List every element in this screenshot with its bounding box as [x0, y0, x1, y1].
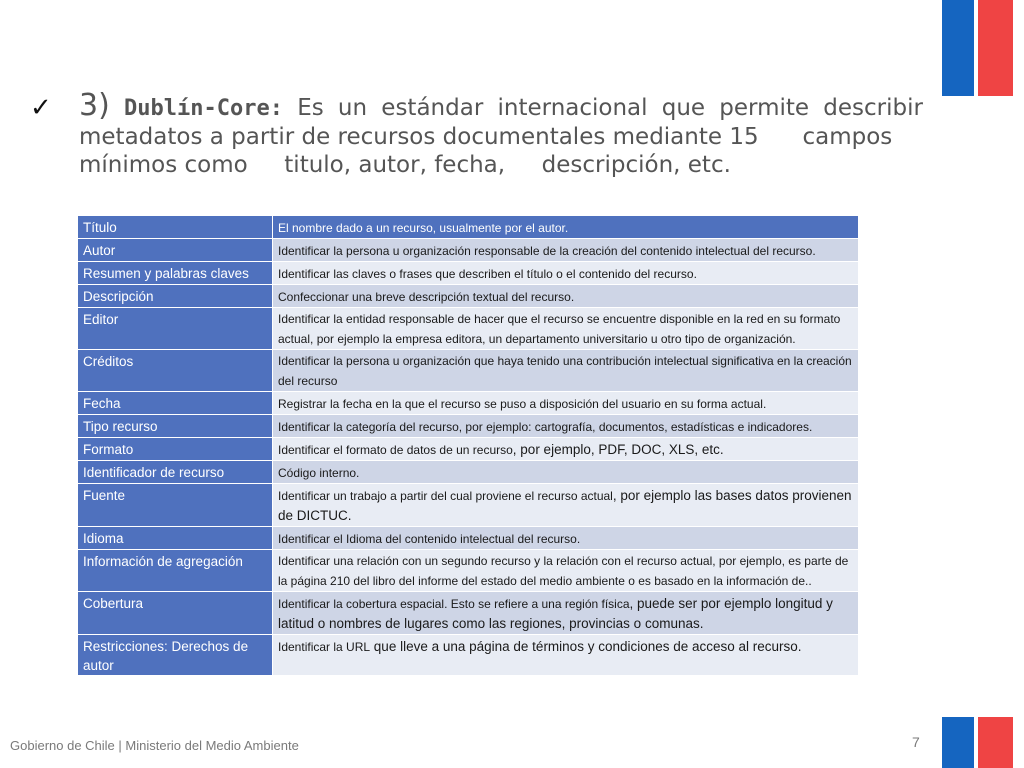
- field-description: Identificar el formato de datos de un recurso, por ejemplo, PDF, DOC, XLS, etc.: [273, 438, 859, 461]
- table-row: [78, 461, 859, 484]
- field-description: Identificar una relación con un segundo recurso y la relación con el recurso actual, por ejemplo, es parte de la página 210 del libro del informe del estado del medio ambiente o es basado en la información de..: [273, 550, 859, 592]
- flag-blue-band: [942, 717, 974, 768]
- table-row: [78, 415, 859, 438]
- heading-term: Dublín-Core:: [124, 96, 283, 121]
- field-name: Créditos: [78, 350, 273, 392]
- heading-word: Es: [297, 95, 324, 121]
- field-name: Cobertura: [78, 592, 273, 635]
- table-row: [78, 239, 859, 262]
- check-icon: ✓: [30, 93, 52, 123]
- field-name: Autor: [78, 239, 273, 262]
- field-name: Descripción: [78, 285, 273, 308]
- dublin-core-table: [77, 215, 859, 676]
- field-description: Confeccionar una breve descripción textual del recurso.: [273, 285, 859, 308]
- heading-word: un: [337, 95, 368, 121]
- table-row: [78, 216, 859, 239]
- field-description: Identificar la persona u organización que haya tenido una contribución intelectual significativa en la creación del recurso: [273, 350, 859, 392]
- field-name: Información de agregación: [78, 550, 273, 592]
- flag-decoration-bottom: [942, 717, 1013, 768]
- heading-line-2: metadatos a partir de recursos documentales mediante 15 campos: [79, 124, 893, 150]
- table-row: [78, 484, 859, 527]
- heading-word: internacional: [497, 95, 648, 121]
- flag-red-band: [978, 0, 1013, 96]
- field-description: Identificar las claves o frases que describen el título o el contenido del recurso.: [273, 262, 859, 285]
- field-description: Registrar la fecha en la que el recurso se puso a disposición del usuario en su forma actual.: [273, 392, 859, 415]
- field-description: Identificar la persona u organización responsable de la creación del contenido intelectual del recurso.: [273, 239, 859, 262]
- table-row: [78, 308, 859, 350]
- field-name: Identificador de recurso: [78, 461, 273, 484]
- field-description: El nombre dado a un recurso, usualmente por el autor.: [273, 216, 859, 239]
- field-description: Identificar un trabajo a partir del cual proviene el recurso actual, por ejemplo las bases datos provienen de DICTUC.: [273, 484, 859, 527]
- flag-red-band: [978, 717, 1013, 768]
- table-row: [78, 592, 859, 635]
- slide-heading: [30, 88, 923, 179]
- table-row: [78, 527, 859, 550]
- table-row: [78, 350, 859, 392]
- field-description: Identificar la cobertura espacial. Esto se refiere a una región física, puede ser por ejemplo longitud y latitud o nombres de lugares como las regiones, provincias o comunas.: [273, 592, 859, 635]
- field-name: Formato: [78, 438, 273, 461]
- table-row: [78, 262, 859, 285]
- field-description: Identificar la entidad responsable de hacer que el recurso se encuentre disponible en la red en su formato actual, por ejemplo la empresa editora, un departamento universitario u otro tipo de organización.: [273, 308, 859, 350]
- heading-number: 3): [79, 88, 110, 123]
- table-row: [78, 550, 859, 592]
- field-name: Restricciones: Derechos de autor: [78, 635, 273, 676]
- field-name: Fuente: [78, 484, 273, 527]
- heading-line-3: mínimos como titulo, autor, fecha, descripción, etc.: [79, 152, 731, 178]
- flag-decoration-top: [942, 0, 1013, 96]
- field-description: Identificar la URL que lleve a una página de términos y condiciones de acceso al recurso.: [273, 635, 859, 676]
- table-row: [78, 285, 859, 308]
- field-description: Identificar la categoría del recurso, por ejemplo: cartografía, documentos, estadísticas e indicadores.: [273, 415, 859, 438]
- field-name: Idioma: [78, 527, 273, 550]
- field-name: Título: [78, 216, 273, 239]
- field-name: Resumen y palabras claves: [78, 262, 273, 285]
- footer-text: Gobierno de Chile | Ministerio del Medio Ambiente: [10, 738, 299, 753]
- field-name: Fecha: [78, 392, 273, 415]
- heading-line-1: [79, 88, 923, 123]
- field-name: Tipo recurso: [78, 415, 273, 438]
- table-row: [78, 438, 859, 461]
- heading-word: describir: [823, 95, 923, 121]
- field-description: Código interno.: [273, 461, 859, 484]
- table-row: [78, 392, 859, 415]
- page-number: 7: [912, 734, 920, 750]
- flag-blue-band: [942, 0, 974, 96]
- field-description: Identificar el Idioma del contenido intelectual del recurso.: [273, 527, 859, 550]
- field-name: Editor: [78, 308, 273, 350]
- heading-word: permite: [719, 95, 810, 121]
- heading-word: que: [661, 95, 706, 121]
- heading-word: estándar: [381, 95, 484, 121]
- table-row: [78, 635, 859, 676]
